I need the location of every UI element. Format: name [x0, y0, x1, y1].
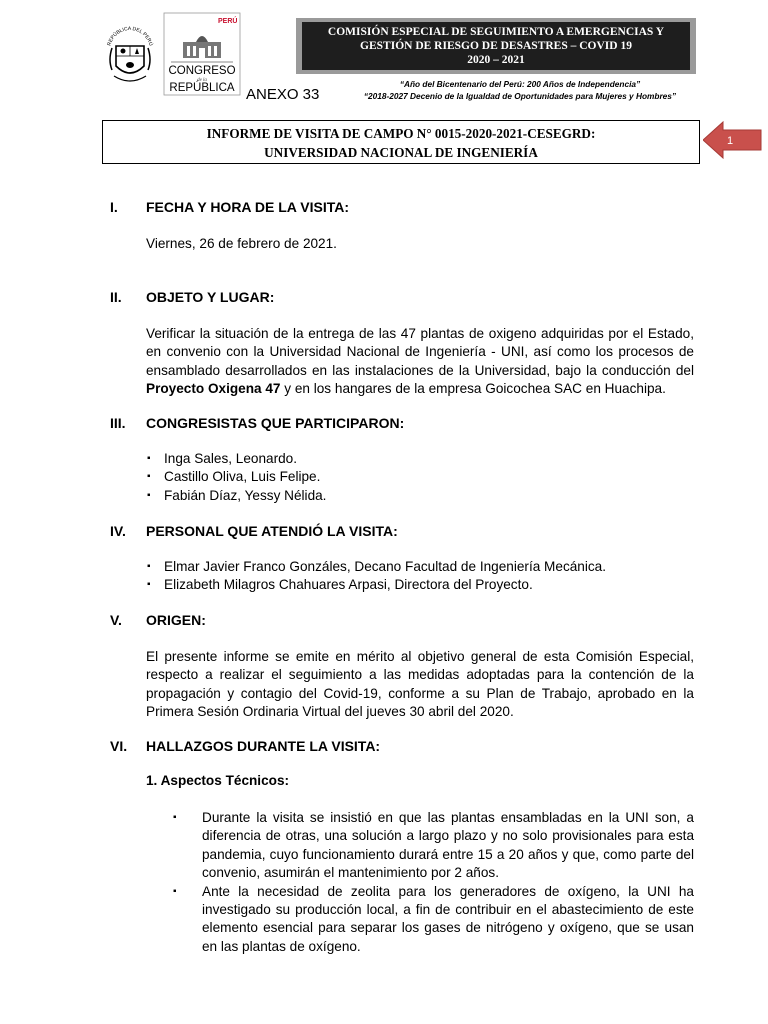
section-3-title: CONGRESISTAS QUE PARTICIPARON:	[146, 415, 405, 431]
congresistas-list	[146, 450, 706, 505]
list-item: ▪ Inga Sales, Leonardo.	[146, 450, 706, 468]
commission-line-3: 2020 – 2021	[467, 54, 525, 66]
svg-text:PERÚ: PERÚ	[218, 18, 238, 25]
section-3-number: III.	[110, 415, 126, 431]
congreso-logo	[163, 12, 241, 96]
commission-banner	[296, 18, 696, 74]
section-5-title: ORIGEN:	[146, 612, 206, 628]
svg-text:CONGRESO: CONGRESO	[168, 65, 236, 77]
section-2-text	[146, 325, 694, 399]
report-title-line-1: INFORME DE VISITA DE CAMPO N° 0015-2020-2021-CESEGRD:	[206, 126, 596, 141]
anexo-label: ANEXO 33	[246, 86, 320, 103]
section-1-number: I.	[110, 199, 118, 215]
section-6-number: VI.	[110, 738, 128, 754]
section-2-text-a: Verificar la situación de la entrega de las 47 plantas de oxigeno adquiridas por el Estado, en convenio con la Universidad Nacional de Ingeniería - UNI, así como los procesos de ensamblado desarrollados en las instalaciones de la Universidad, bajo la conducción del	[146, 326, 694, 378]
commission-line-2: GESTIÓN DE RIESGO DE DESASTRES – COVID 19	[360, 40, 632, 52]
section-2-number: II.	[110, 289, 122, 305]
svg-text:REPÚBLICA: REPÚBLICA	[169, 82, 235, 94]
section-2-text-b: y en los hangares de la empresa Goicochea SAC en Huachipa.	[280, 381, 666, 397]
list-item: ▪ Elmar Javier Franco Gonzáles, Decano Facultad de Ingeniería Mecánica.	[146, 558, 706, 576]
national-seal	[104, 20, 156, 90]
section-5-text: El presente informe se emite en mérito al objetivo general de esta Comisión Especial, respecto a realizar el seguimiento a las medidas adoptadas para la contención de la propagación y contagio del Covid-19, conforme a su Plan de Trabajo, aprobado en la Primera Sesión Ordinaria Virtual del jueves 30 abril del 2020.	[146, 649, 694, 720]
report-title	[102, 120, 700, 164]
svg-text:REPÚBLICA DEL PERÚ: REPÚBLICA DEL PERÚ	[106, 25, 154, 47]
list-item: ▪ Durante la visita se insistió en que las plantas ensambladas en la UNI son, a diferencia de otras, una solución a largo plazo y no solo provisionales para esta pandemia, cuyo funcionamiento durará entre 15 a 20 años y que, como parte del convenio, asumirán el mantenimiento por 2 años.	[172, 809, 694, 883]
section-5-number: V.	[110, 612, 122, 628]
page-marker-number: 1	[727, 135, 734, 147]
page-marker-arrow	[703, 120, 763, 160]
section-1-title: FECHA Y HORA DE LA VISITA:	[146, 199, 350, 215]
section-2-title: OBJETO Y LUGAR:	[146, 289, 275, 305]
section-1-text: Viernes, 26 de febrero de 2021.	[146, 236, 337, 251]
section-4-number: IV.	[110, 523, 126, 539]
commission-line-1: COMISIÓN ESPECIAL DE SEGUIMIENTO A EMERGENCIAS Y	[327, 26, 665, 38]
motto-decenio: “2018-2027 Decenio de la Igualdad de Oportunidades para Mujeres y Hombres”	[363, 91, 677, 101]
list-item: ▪ Fabián Díaz, Yessy Nélida.	[146, 487, 706, 505]
motto-bicentenario: “Año del Bicentenario del Perú: 200 Años de Independencia”	[399, 79, 641, 89]
section-4-title: PERSONAL QUE ATENDIÓ LA VISITA:	[146, 523, 398, 539]
project-name: Proyecto Oxigena 47	[146, 381, 281, 397]
svg-text:de la: de la	[197, 78, 207, 83]
section-6-title: HALLAZGOS DURANTE LA VISITA:	[146, 738, 381, 754]
list-item: ▪ Castillo Oliva, Luis Felipe.	[146, 468, 706, 486]
list-item: ▪ Ante la necesidad de zeolita para los generadores de oxígeno, la UNI ha investigado su producción local, a fin de contribuir en el abastecimiento de este elemento esencial para separar los gases de nitrógeno y oxígeno, que se usan en las plantas de oxígeno.	[172, 883, 694, 957]
hallazgos-list	[172, 809, 694, 956]
personal-list	[146, 558, 706, 595]
report-title-line-2: UNIVERSIDAD NACIONAL DE INGENIERÍA	[264, 145, 538, 160]
mottos	[300, 78, 740, 102]
aspectos-tecnicos-heading: 1. Aspectos Técnicos:	[146, 773, 290, 788]
list-item: ▪ Elizabeth Milagros Chahuares Arpasi, Directora del Proyecto.	[146, 576, 706, 594]
